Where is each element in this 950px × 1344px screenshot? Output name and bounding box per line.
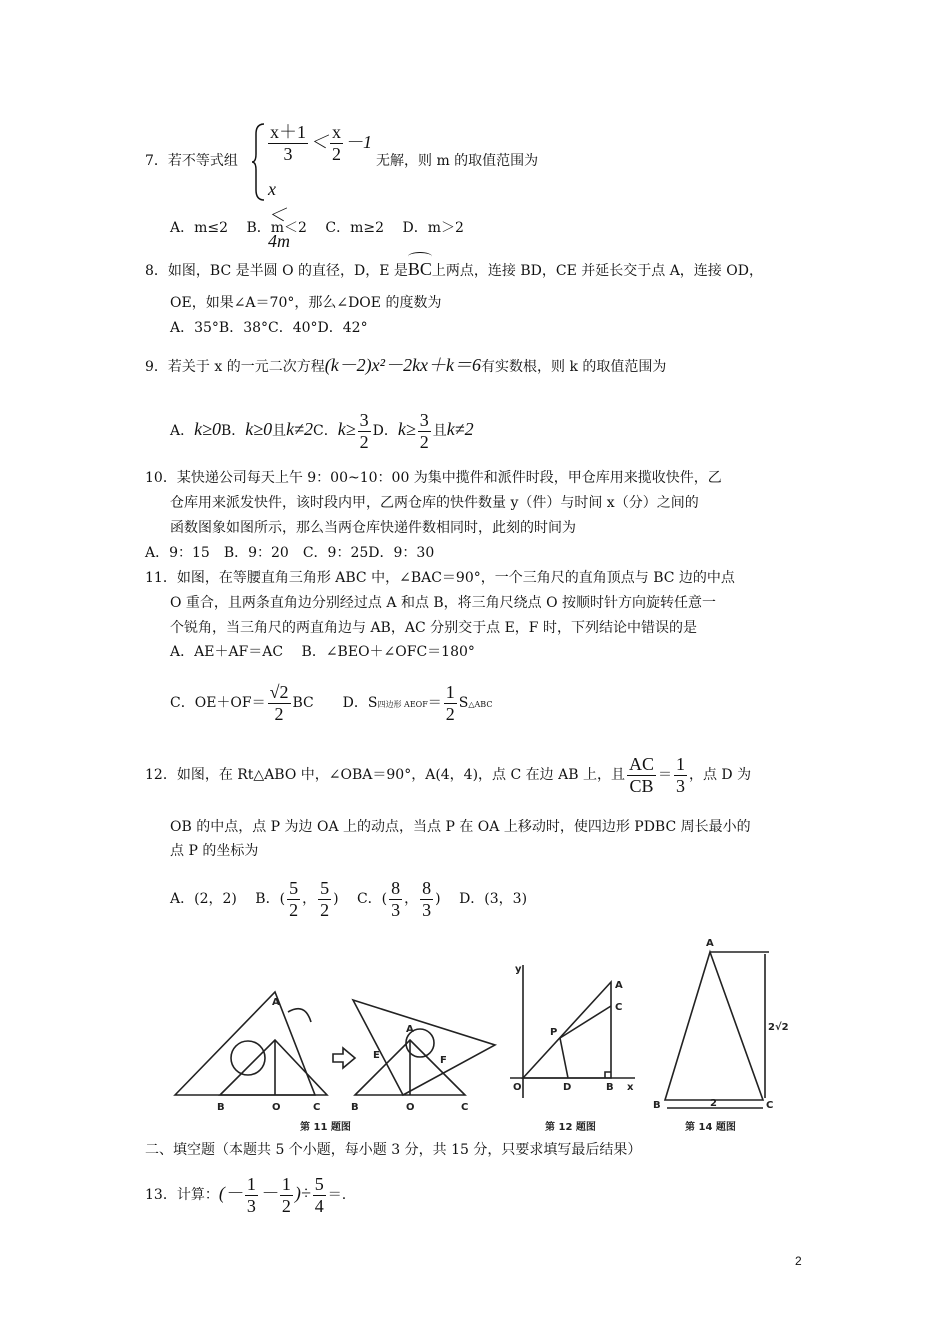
q11-line3: 个锐角，当三角尺的两直角边与 AB，AC 分别交于点 E，F 时，下列结论中错误的是 (170, 620, 697, 636)
q11-opt-d-pre: D．S (342, 695, 378, 711)
fig14-triangle (665, 952, 763, 1100)
q13-frac3: $\frac{5}{4}$ (314, 1173, 324, 1216)
q7-frac2: $\frac{x}{2}$ (332, 122, 341, 164)
q11-line2: O 重合，且两条直角边分别经过点 A 和点 B，将三角尺绕点 O 按顺时针方向旋转任意一 (170, 595, 717, 611)
q12-ratio-r: $\frac{1}{3}$ (675, 753, 685, 796)
fig11-label-c: C (313, 1102, 321, 1113)
q12-frac-c1: $\frac{8}{3}$ (391, 877, 401, 920)
fig11-triangle-ruler (175, 992, 315, 1095)
fig11-rotated-ruler (353, 1000, 495, 1095)
q8-line1 (145, 258, 763, 282)
fig11-label-b: B (217, 1102, 225, 1113)
q9-frac-c: $\frac{3}{2}$ (359, 409, 369, 452)
q11-opt-d-eq: ＝ (427, 695, 442, 711)
q12-frac-b1: $\frac{5}{2}$ (289, 877, 299, 920)
q9-opt-b: B． (221, 423, 246, 439)
q12-comma-b: ， (302, 891, 317, 907)
fig12-label-y: y (515, 964, 522, 975)
fig12-label-d: D (563, 1082, 572, 1093)
q13-open: (－ (218, 1183, 243, 1203)
q12-comma-c: ， (404, 891, 419, 907)
q9-opt-a-math: k≥0 (194, 419, 221, 439)
q9-equation: (k－2)x²－2kx＋k＝6 (324, 355, 482, 375)
q11-opt-c-post: BC (292, 695, 314, 711)
q11-line1: 11．如图，在等腰直角三角形 ABC 中，∠BAC＝90°，一个三角尺的直角顶点与 BC 边的中点 (145, 570, 735, 586)
q9-opt-d-tail: 且 (432, 423, 447, 439)
q13-frac2: $\frac{1}{2}$ (281, 1173, 291, 1216)
q9-opt-b-math2: k≠2 (286, 419, 314, 439)
q13-close: )÷ (294, 1183, 311, 1203)
q9-opt-d-math: k≥ (397, 419, 416, 439)
q10-options: A．9：15 B．9：20 C．9：25D．9：30 (145, 545, 435, 561)
q12-line3: 点 P 的坐标为 (170, 843, 259, 859)
q9-opt-a: A． (170, 423, 195, 439)
q12-line1-pre: 12．如图，在 Rt△ABO 中，∠OBA＝90°，A(4，4)，点 C 在边 AB 上，且 (145, 767, 625, 783)
q10-line1: 10．某快递公司每天上午 9：00~10：00 为集中揽件和派件时段，甲仓库用来揽收快件，乙 (145, 470, 722, 486)
q9-stem-post: 有实数根，则 k 的取值范围为 (481, 359, 667, 375)
rotate-arrow-icon (288, 1009, 311, 1022)
q9-opt-b-tail: 且 (272, 423, 287, 439)
q11-frac-c: $\frac{√2}{2}$ (269, 681, 289, 724)
q9-stem-pre: 9．若关于 x 的一元二次方程 (145, 359, 325, 375)
fig12-label-c: C (615, 1002, 623, 1013)
q9-opt-c-math: k≥ (337, 419, 356, 439)
figures-row (165, 930, 795, 1144)
fig14-caption: 第 14 题图 (685, 1122, 736, 1133)
q10-line3: 函数图象如图所示，那么当两仓库快递件数相同时，此刻的时间为 (170, 520, 576, 536)
q13-post: ＝. (327, 1187, 347, 1203)
fig12-caption: 第 12 题图 (545, 1122, 596, 1133)
right-arrow-icon (333, 1048, 355, 1068)
q9-opt-d: D． (372, 423, 398, 439)
q7-frac1: $\frac{x+1}{3}$ (270, 122, 306, 164)
fig14-label-b: B (653, 1100, 661, 1111)
q7-tail: －1 (345, 132, 372, 152)
q7-stem-pre: 7．若不等式组 (145, 153, 238, 169)
q9-opt-c: C． (313, 423, 338, 439)
q8-line1-post: 上两点，连接 BD，CE 并延长交于点 A，连接 OD， (431, 263, 763, 279)
q8-line2: OE，如果∠A＝70°，那么∠DOE 的度数为 (170, 295, 442, 311)
q8-line1-pre: 8．如图，BC 是半圆 O 的直径，D，E 是 (145, 263, 408, 279)
fig12-label-p: P (550, 1027, 558, 1038)
geometry-figures (165, 930, 795, 1140)
q12-line2: OB 的中点，点 P 为边 OA 上的动点，当点 P 在 OA 上移动时，使四边形 PDBC 周长最小的 (170, 819, 751, 835)
fig11r-label-o: O (406, 1102, 415, 1113)
page-number: 2 (795, 1254, 802, 1268)
fig11r-label-c: C (461, 1102, 469, 1113)
section-2-heading: 二、填空题（本题共 5 个小题，每小题 3 分，共 15 分，只要求填写最后结果） (145, 1142, 642, 1158)
q7-lt: ＜ (310, 132, 328, 152)
q12-frac-b2: $\frac{5}{2}$ (320, 877, 330, 920)
fig14-label-base: 2 (710, 1098, 717, 1109)
fig14-label-c: C (766, 1100, 774, 1111)
fig11r-label-b: B (351, 1102, 359, 1113)
fig12-label-a: A (615, 980, 623, 991)
q11-frac-d: $\frac{1}{2}$ (445, 681, 455, 724)
q9-options (170, 406, 474, 454)
fig11-label-a: A (272, 997, 280, 1008)
q11-options-cd (170, 680, 492, 728)
fig12-triangle (523, 982, 611, 1078)
q11-opt-d-sub2: △ABC (468, 700, 493, 709)
q9-frac-d: $\frac{3}{2}$ (419, 409, 429, 452)
q12-opt-a: A．(2，2) B．( (170, 891, 286, 907)
q10-line2: 仓库用来派发快件，该时段内甲，乙两仓库的快件数量 y（件）与时间 x（分）之间的 (170, 495, 699, 511)
q11-opt-d-post: S (458, 695, 469, 711)
q13 (145, 1170, 346, 1218)
q7-options: A．m≤2 B．m＜2 C．m≥2 D．m＞2 (170, 220, 464, 236)
fig12-label-x: x (627, 1082, 634, 1093)
fig11r-label-e: E (373, 1050, 380, 1061)
q12-frac-c2: $\frac{8}{3}$ (422, 877, 432, 920)
fig11r-label-f: F (440, 1055, 447, 1066)
q12-opt-c-close: ) D．(3，3) (435, 891, 528, 907)
q7-line2: x＜4m (268, 179, 290, 251)
fig11-circle (231, 1041, 265, 1075)
fig11r-label-a: A (406, 1024, 414, 1035)
q9-opt-b-math: k≥0 (245, 419, 273, 439)
q13-minus: － (259, 1183, 278, 1203)
q9-stem (145, 354, 666, 378)
q12-options (170, 876, 527, 922)
fig14-label-a: A (706, 938, 714, 949)
q12-ratio-eq: ＝ (657, 767, 672, 783)
fig11-label-o: O (272, 1102, 281, 1113)
fig11-caption: 第 11 题图 (300, 1122, 351, 1133)
fig14-label-height: 2√2 (768, 1022, 789, 1033)
q11-options-ab: A．AE＋AF＝AC B．∠BEO＋∠OFC＝180° (170, 644, 475, 660)
fig12-label-b: B (606, 1082, 614, 1093)
q13-frac1: $\frac{1}{3}$ (246, 1173, 256, 1216)
q11-opt-d-sub: 四边形 AEOF (377, 700, 428, 709)
q8-options: A．35°B．38°C．40°D．42° (170, 320, 368, 336)
q12-opt-b-close: ) C．( (333, 891, 388, 907)
q9-opt-d-math2: k≠2 (446, 419, 474, 439)
q7-stem (145, 150, 238, 172)
q12-ratio: $\frac{AC}{CB}$ (628, 753, 654, 796)
q11-opt-c-pre: C．OE＋OF＝ (170, 695, 266, 711)
q12-line1-post: ，点 D 为 (688, 767, 752, 783)
brace-icon (252, 122, 266, 202)
q12-line1 (145, 752, 751, 798)
q8-arc-bc: BC (407, 259, 432, 279)
fig12-label-o: O (513, 1082, 522, 1093)
q7-stem-post: 无解，则 m 的取值范围为 (376, 153, 539, 169)
q13-pre: 13．计算： (145, 1187, 219, 1203)
